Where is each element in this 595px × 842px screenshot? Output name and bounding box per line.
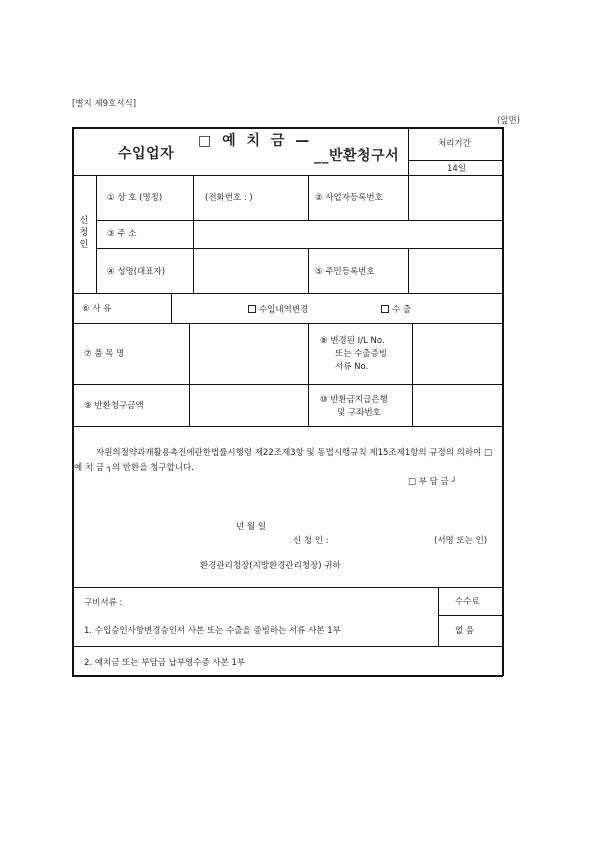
outer-bottom-border — [72, 675, 503, 677]
page-side-label: (앞면) — [497, 116, 521, 126]
signature-note: (서명 또는 인) — [434, 536, 488, 546]
changed-il-label-line2: 또는 수출증빙 — [335, 349, 387, 359]
addressee: 환경관리청장(지방환경관리청장) 귀하 — [200, 561, 341, 571]
trade-name-label: ① 상 호 (명칭) — [107, 193, 163, 203]
address-field[interactable] — [195, 222, 501, 247]
declaration-alt-option: □ 부 담 금 ┘ — [408, 477, 457, 487]
refund-bank-label-line2: 및 구좌번호 — [337, 408, 381, 418]
product-name-field[interactable] — [191, 325, 307, 383]
reason-label: ⑥ 사 유 — [82, 304, 112, 314]
title-refund-request: __반환청구서 — [314, 148, 400, 164]
reason-option-import-change[interactable] — [248, 305, 308, 315]
processing-divider — [408, 160, 503, 161]
reason-option-import-change-label: 수입내역변경 — [259, 305, 309, 315]
title-divider — [408, 127, 409, 176]
fee-divider — [438, 587, 439, 647]
applicant-row2-line — [96, 248, 503, 249]
resident-number-label: ⑤ 주민등록번호 — [315, 267, 375, 277]
refund-bank-label-line1: ⑩ 반환금지급은행 — [320, 395, 388, 405]
checkbox-icon — [381, 305, 389, 313]
applicant-section-label: 신청인 — [79, 216, 89, 250]
required-documents-label: 구비서류 : — [84, 598, 123, 608]
fee-label: 수수료 — [455, 597, 480, 607]
refund-amount-field[interactable] — [191, 386, 307, 425]
applicant-col-a — [193, 175, 194, 220]
product-col-c — [412, 323, 413, 427]
address-label: ③ 주 소 — [107, 229, 137, 239]
product-name-label: ⑦ 품 목 명 — [84, 349, 125, 359]
outer-top-border — [72, 127, 503, 129]
refund-bank-field[interactable] — [414, 386, 501, 425]
declaration-date: 년 월 일 — [236, 522, 267, 532]
changed-il-field[interactable] — [414, 325, 501, 383]
product-col-a — [189, 323, 190, 427]
fee-label-line — [438, 615, 503, 616]
checkbox-icon — [248, 305, 256, 313]
applicant-col-b — [308, 175, 309, 220]
reason-divider — [171, 293, 172, 323]
trade-name-field[interactable]: (전화번호 : ) — [205, 193, 253, 203]
declaration-text: 자원의절약과재활용촉진에관한법률시행령 제22조제3항 및 동법시행규칙 제15조제1항의 규정의 의하여 □ 예 치 금 ┐의 반환을 청구합니다. — [74, 448, 493, 473]
title-deposit: □ 예 치 금 — — [198, 133, 313, 149]
applicant-left-divider — [96, 175, 97, 293]
documents-mid-line — [72, 646, 503, 647]
applicant-signature-label: 신 청 인 : — [293, 536, 329, 546]
reason-option-export-label: 수 출 — [392, 305, 412, 315]
fee-value: 없 음 — [455, 626, 475, 636]
processing-period-value: 14일 — [447, 164, 467, 174]
changed-il-label-line1: ⑧ 변경된 I/L No. — [320, 336, 385, 346]
outer-right-border — [502, 127, 504, 676]
applicant-bottom-line — [72, 293, 503, 294]
product-col-b — [308, 323, 309, 427]
applicant-col-a3 — [193, 248, 194, 293]
required-document-2: 2. 예치금 또는 부담금 납부영수증 사본 1부 — [84, 658, 246, 668]
representative-field[interactable] — [195, 250, 307, 292]
form-reference: [별지 제9호서식] — [72, 99, 137, 109]
refund-amount-label: ⑨ 반환청구금액 — [84, 401, 144, 411]
applicant-col-c2 — [408, 248, 409, 293]
changed-il-label-line3: 서류 No. — [335, 362, 369, 372]
applicant-col-b2 — [308, 248, 309, 293]
title-bottom-line — [72, 175, 503, 176]
reason-bottom-line — [72, 323, 503, 324]
outer-left-border — [72, 127, 74, 676]
applicant-row1-line — [96, 220, 503, 221]
processing-period-label: 처리기간 — [438, 139, 471, 149]
representative-label: ④ 성명(대표자) — [107, 267, 166, 277]
applicant-col-a2 — [193, 220, 194, 248]
business-number-field[interactable] — [410, 177, 501, 219]
required-document-1: 1. 수입승인사항변경승인서 사본 또는 수출을 증빙하는 서류 사본 1부 — [84, 626, 341, 636]
title-importer: 수입업자 — [118, 146, 175, 162]
product-bottom-line — [72, 384, 503, 385]
reason-option-export[interactable] — [381, 305, 411, 315]
refund-bottom-line — [72, 426, 503, 427]
business-number-label: ② 사업자등록번호 — [315, 193, 383, 203]
applicant-col-c — [408, 175, 409, 220]
resident-number-field[interactable] — [410, 250, 501, 292]
